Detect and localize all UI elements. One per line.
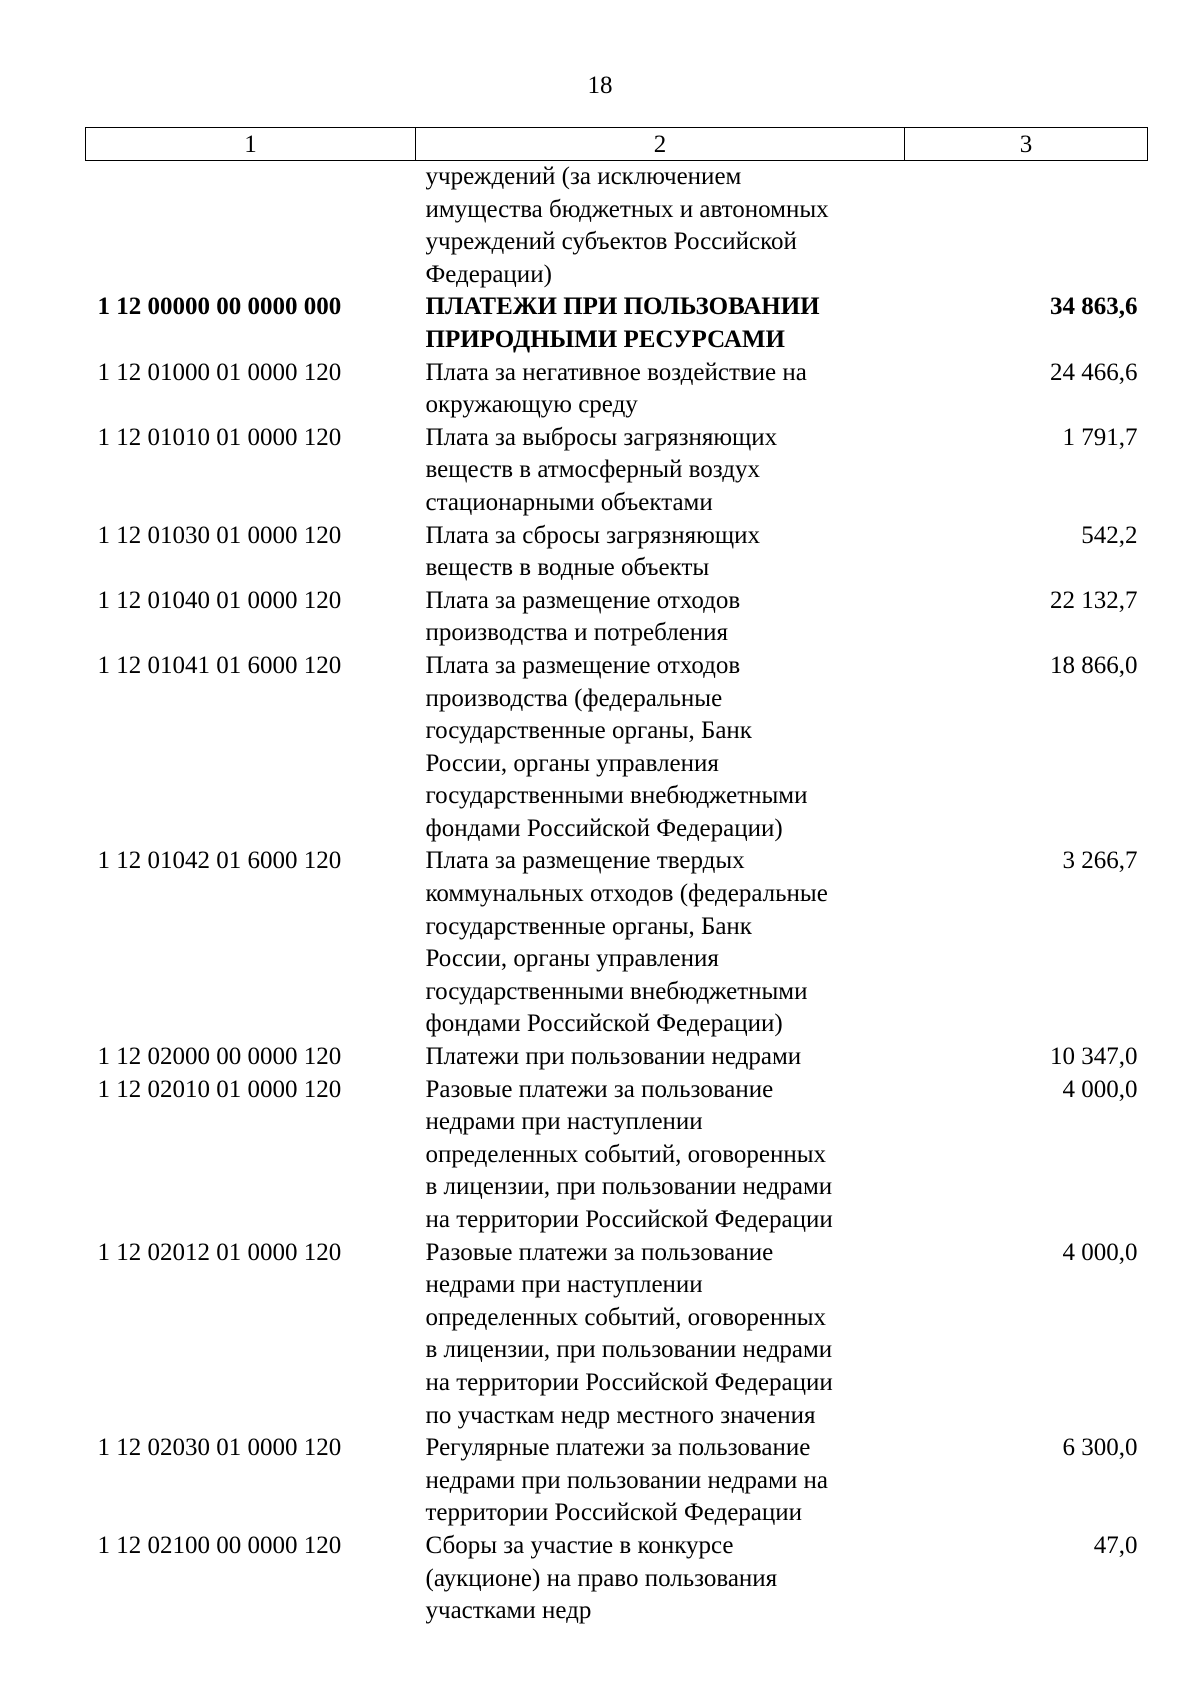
- table-row: [86, 357, 1148, 422]
- revenue-name-line: Сборы за участие в конкурсе: [425, 1531, 734, 1559]
- revenue-name-line: на территории Российской Федерации: [425, 1368, 833, 1396]
- revenue-name-line: окружающую среду: [425, 391, 638, 419]
- revenue-code-cell: 1 12 01040 01 0000 120: [97, 586, 342, 614]
- revenue-name-line: в лицензии, при пользовании недрами: [425, 1173, 833, 1201]
- revenue-name-line: веществ в водные объекты: [425, 554, 710, 582]
- table-row: [86, 520, 1148, 585]
- revenue-name-cell: [416, 161, 905, 292]
- revenue-code-cell: 1 12 01000 01 0000 120: [97, 358, 342, 386]
- column-header-name: 2: [416, 128, 905, 161]
- column-header-amount: 3: [905, 128, 1148, 161]
- table-row: [86, 1074, 1148, 1237]
- revenue-name-line: Федерации): [425, 260, 552, 288]
- amount-cell: 22 132,7: [1050, 586, 1138, 614]
- revenue-code-cell: 1 12 01030 01 0000 120: [97, 521, 342, 549]
- revenue-code-cell: 1 12 02000 00 0000 120: [97, 1043, 342, 1071]
- revenue-name-line: на территории Российской Федерации: [425, 1206, 833, 1233]
- table-row: [86, 650, 1148, 846]
- revenue-name-line: учреждений (за исключением: [425, 163, 742, 190]
- table-row: [86, 585, 1148, 650]
- revenue-name-line: производства и потребления: [425, 619, 729, 647]
- amount-cell: 1 791,7: [1062, 423, 1138, 451]
- revenue-name-line: Плата за выбросы загрязняющих: [425, 423, 778, 451]
- revenue-name-line: ПЛАТЕЖИ ПРИ ПОЛЬЗОВАНИИ: [425, 293, 820, 321]
- revenue-code-cell: 1 12 01042 01 6000 120: [97, 847, 342, 875]
- column-header-code: 1: [86, 128, 416, 161]
- revenue-name-line: учреждений субъектов Российской: [425, 228, 797, 256]
- revenue-code-cell: 1 12 02010 01 0000 120: [97, 1075, 342, 1103]
- revenue-name-cell: [416, 845, 905, 1041]
- revenue-name-line: имущества бюджетных и автономных: [425, 195, 829, 223]
- table-row: [86, 1041, 1148, 1074]
- revenue-name-cell: [416, 650, 905, 846]
- table-row: [86, 1237, 1148, 1433]
- amount-cell: 4 000,0: [1062, 1075, 1138, 1103]
- revenue-name-cell: [416, 357, 905, 422]
- revenue-name-cell: [416, 585, 905, 650]
- revenue-name-line: недрами при наступлении: [425, 1271, 703, 1299]
- revenue-name-cell: [416, 291, 905, 356]
- table-row: [86, 422, 1148, 520]
- revenue-name-line: стационарными объектами: [425, 488, 713, 516]
- revenue-name-line: Разовые платежи за пользование: [425, 1238, 774, 1266]
- revenue-name-cell: [416, 1237, 905, 1433]
- amount-cell: 34 863,6: [1050, 293, 1138, 321]
- revenue-name-line: государственные органы, Банк: [425, 717, 752, 745]
- revenue-name-line: фондами Российской Федерации): [425, 1010, 783, 1038]
- revenue-code-cell: [86, 161, 416, 292]
- budget-revenue-table: [85, 127, 1148, 1628]
- revenue-name-cell: [416, 1432, 905, 1530]
- revenue-code-cell: 1 12 01010 01 0000 120: [97, 423, 342, 451]
- revenue-name-cell: [416, 1530, 905, 1628]
- amount-cell: 18 866,0: [1050, 651, 1138, 679]
- table-row: [86, 1530, 1148, 1628]
- table-header-row: [86, 128, 1148, 161]
- revenue-name-line: производства (федеральные: [425, 684, 723, 712]
- amount-cell: 542,2: [1081, 521, 1138, 549]
- revenue-name-line: (аукционе) на право пользования: [425, 1564, 778, 1592]
- revenue-name-line: государственными внебюджетными: [425, 977, 808, 1005]
- table-body: [86, 161, 1148, 1628]
- amount-cell: 10 347,0: [1050, 1043, 1138, 1071]
- revenue-name-line: ПРИРОДНЫМИ РЕСУРСАМИ: [425, 325, 785, 353]
- page-number: 18: [587, 72, 613, 99]
- revenue-name-line: государственные органы, Банк: [425, 912, 752, 940]
- revenue-name-line: Плата за сбросы загрязняющих: [425, 521, 760, 549]
- revenue-name-line: Плата за негативное воздействие на: [425, 358, 807, 386]
- revenue-name-line: определенных событий, оговоренных: [425, 1140, 827, 1168]
- revenue-name-line: территории Российской Федерации: [425, 1499, 803, 1527]
- amount-cell: 3 266,7: [1062, 847, 1138, 875]
- revenue-code-cell: 1 12 01041 01 6000 120: [97, 651, 342, 679]
- table-row: [86, 291, 1148, 356]
- table-row: [86, 1432, 1148, 1530]
- revenue-name-line: Регулярные платежи за пользование: [425, 1434, 811, 1462]
- amount-cell: 6 300,0: [1062, 1434, 1138, 1462]
- revenue-name-line: фондами Российской Федерации): [425, 814, 783, 842]
- amount-cell: 47,0: [1093, 1531, 1138, 1559]
- revenue-code-cell: 1 12 02012 01 0000 120: [97, 1238, 342, 1266]
- revenue-name-line: Платежи при пользовании недрами: [425, 1043, 802, 1071]
- amount-cell: 24 466,6: [1050, 358, 1138, 386]
- amount-cell: 4 000,0: [1062, 1238, 1138, 1266]
- revenue-name-line: Плата за размещение твердых: [425, 847, 745, 875]
- revenue-name-line: недрами при пользовании недрами на: [425, 1466, 828, 1494]
- table-row: [86, 845, 1148, 1041]
- revenue-name-line: недрами при наступлении: [425, 1108, 703, 1136]
- revenue-name-line: коммунальных отходов (федеральные: [425, 880, 828, 908]
- revenue-name-line: определенных событий, оговоренных: [425, 1303, 827, 1331]
- revenue-name-line: участками недр: [425, 1597, 592, 1625]
- revenue-code-cell: 1 12 02100 00 0000 120: [97, 1531, 342, 1559]
- revenue-name-cell: [416, 520, 905, 585]
- revenue-name-cell: [416, 422, 905, 520]
- revenue-name-line: России, органы управления: [425, 749, 719, 777]
- table-row: [86, 161, 1148, 292]
- revenue-name-line: Плата за размещение отходов: [425, 651, 741, 679]
- revenue-code-cell: 1 12 00000 00 0000 000: [97, 293, 342, 321]
- revenue-name-line: веществ в атмосферный воздух: [425, 456, 760, 484]
- revenue-name-line: по участкам недр местного значения: [425, 1401, 816, 1429]
- amount-cell: [905, 161, 1148, 292]
- revenue-name-line: в лицензии, при пользовании недрами: [425, 1336, 833, 1364]
- revenue-name-line: России, органы управления: [425, 945, 719, 973]
- revenue-name-cell: [416, 1074, 905, 1237]
- revenue-name-line: Плата за размещение отходов: [425, 586, 741, 614]
- revenue-code-cell: 1 12 02030 01 0000 120: [97, 1434, 342, 1462]
- revenue-name-line: государственными внебюджетными: [425, 782, 808, 810]
- revenue-name-line: Разовые платежи за пользование: [425, 1075, 774, 1103]
- revenue-name-cell: [416, 1041, 905, 1074]
